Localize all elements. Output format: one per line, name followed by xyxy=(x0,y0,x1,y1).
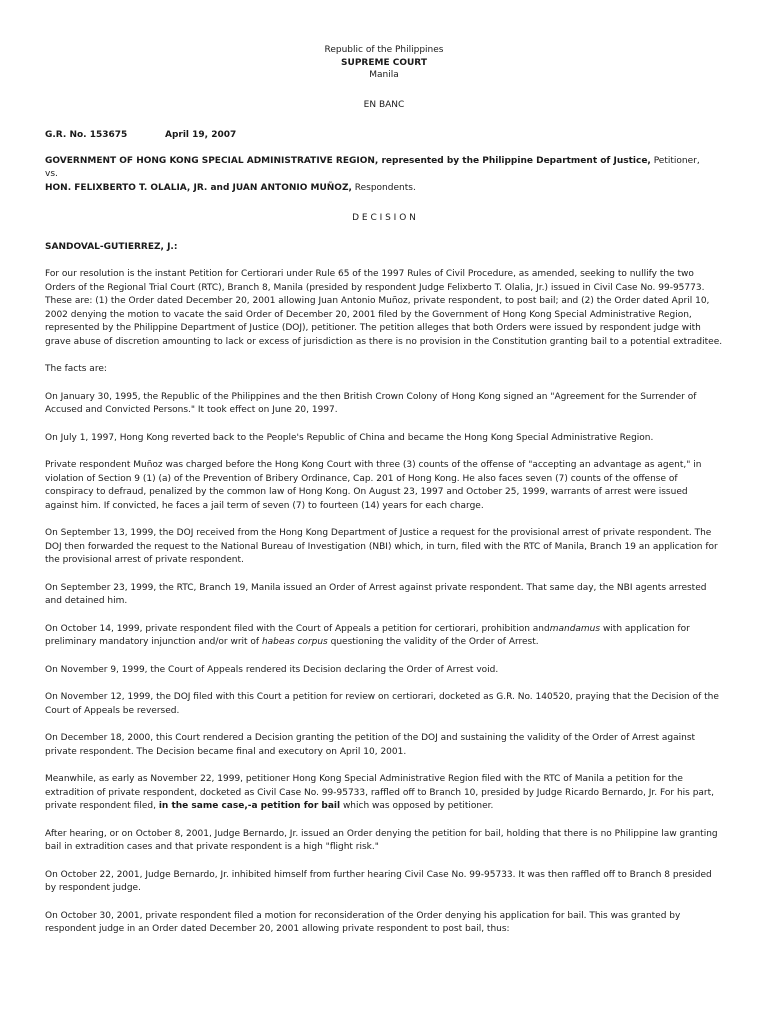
paragraph-11: On December 18, 2000, this Court rendered a Decision granting the petition of the DOJ and sustaining the validity of the Order of Arrest against private respondent. The Decision became final and executory on April 10, 2001. xyxy=(45,733,696,757)
p12-text-a: Meanwhile, as early as November 22, 1999, petitioner Hong Kong Special Administrative Region filed with the RTC of Manila a petition for the extradition of private respondent, docketed as Civil Case No. 99-95733, raffled off to Branch 10, presided by Judge Ricardo Bernardo, Jr. For his part, private respondent filed, xyxy=(45,774,715,811)
respondent-names: HON. FELIXBERTO T. OLALIA, JR. and JUAN ANTONIO MUÑOZ, xyxy=(45,182,352,193)
p8-mandamus: mandamus xyxy=(549,623,601,634)
paragraph-3: On January 30, 1995, the Republic of the Philippines and the then British Crown Colony of Hong Kong signed an "Agreement for the Surrender of Accused and Convicted Persons." It took effect on June 20, 1997. xyxy=(45,391,697,415)
parties-block xyxy=(45,155,723,196)
republic-line: Republic of the Philippines xyxy=(324,45,444,55)
p12-text-c: which was opposed by petitioner. xyxy=(340,801,494,811)
paragraph-5: Private respondent Muñoz was charged before the Hong Kong Court with three (3) counts of the offense of "accepting an advantage as agent," in violation of Section 9 (1) (a) of the Prevention of Bribery Ordinance, Cap. 201 of Hong Kong. He also faces seven (7) counts of the offense of conspiracy to defraud, penalized by the common law of Hong Kong. On August 23, 1997 and October 25, 1999, warrants of arrest were issued against him. If convicted, he faces a jail term of seven (7) to fourteen (14) years for each charge. xyxy=(45,460,702,511)
paragraph-4: On July 1, 1997, Hong Kong reverted back to the People's Republic of China and became the Hong Kong Special Administrative Region. xyxy=(45,432,654,443)
court-header xyxy=(45,44,723,82)
document-page xyxy=(45,44,723,951)
paragraph-2: The facts are: xyxy=(45,364,107,374)
petitioner-line xyxy=(45,155,723,169)
en-banc-label: EN BANC xyxy=(363,99,405,110)
paragraph-8 xyxy=(45,623,723,650)
respondent-line xyxy=(45,182,723,196)
versus-line: vs. xyxy=(45,169,58,179)
p8-text-e: questioning the validity of the Order of Arrest. xyxy=(327,637,539,647)
p8-text-c: with application for preliminary mandatory injunction and/or writ of xyxy=(45,623,690,647)
p12-emphasis: in the same case,-a petition for bail xyxy=(158,801,341,811)
paragraph-6: On September 13, 1999, the DOJ received from the Hong Kong Department of Justice a request for the provisional arrest of private respondent. The DOJ then forwarded the request to the National Bureau of Investigation (NBI) which, in turn, filed with the RTC of Manila, Branch 19 an application for the provisional arrest of private respondent. xyxy=(45,528,718,565)
p8-text-a: On October 14, 1999, private respondent filed with the Court of Appeals a petition for certiorari, prohibition and xyxy=(45,623,550,634)
respondent-role: Respondents. xyxy=(351,182,416,193)
paragraph-13: After hearing, or on October 8, 2001, Judge Bernardo, Jr. issued an Order denying the petition for bail, holding that there is no Philippine law granting bail in extradition cases and that private respondent is a high "flight risk." xyxy=(45,828,718,852)
paragraph-10: On November 12, 1999, the DOJ filed with this Court a petition for review on certiorari, docketed as G.R. No. 140520, praying that the Decision of the Court of Appeals be reversed. xyxy=(45,692,719,716)
petitioner-role: Petitioner, xyxy=(650,155,700,166)
decision-title: D E C I S I O N xyxy=(352,213,416,223)
city-line: Manila xyxy=(369,70,399,80)
court-name: SUPREME COURT xyxy=(341,57,427,68)
paragraph-14: On October 22, 2001, Judge Bernardo, Jr. inhibited himself from further hearing Civil Case No. 99-95733. It was then raffled off to Branch 8 presided by respondent judge. xyxy=(45,869,712,893)
paragraph-1: For our resolution is the instant Petition for Certiorari under Rule 65 of the 1997 Rules of Civil Procedure, as amended, seeking to nullify the two Orders of the Regional Trial Court (RTC), Branch 8, Manila (presided by respondent Judge Felixberto T. Olalia, Jr.) issued in Civil Case No. 99-95773. These are: (1) the Order dated December 20, 2001 allowing Juan Antonio Muñoz, private respondent, to post bail; and (2) the Order dated April 10, 2002 denying the motion to vacate the said Order of December 20, 2001 filed by the Government of Hong Kong Special Administrative Region, represented by the Philippine Department of Justice (DOJ), petitioner. The petition alleges that both Orders were issued by respondent judge with grave abuse of discretion amounting to lack or excess of jurisdiction as there is no provision in the Constitution granting bail to a potential extraditee. xyxy=(45,269,723,347)
p8-habeas-corpus: habeas corpus xyxy=(261,637,328,647)
paragraph-7: On September 23, 1999, the RTC, Branch 19, Manila issued an Order of Arrest against private respondent. That same day, the NBI agents arrested and detained him. xyxy=(45,582,707,606)
case-caption xyxy=(45,129,723,143)
ponente: SANDOVAL-GUTIERREZ, J.: xyxy=(45,241,178,252)
paragraph-15: On October 30, 2001, private respondent filed a motion for reconsideration of the Order denying his application for bail. This was granted by respondent judge in an Order dated December 20, 2001 allowing private respondent to post bail, thus: xyxy=(45,910,681,934)
paragraph-9: On November 9, 1999, the Court of Appeals rendered its Decision declaring the Order of Arrest void. xyxy=(45,664,499,675)
petitioner-name: GOVERNMENT OF HONG KONG SPECIAL ADMINISTRATIVE REGION, represented by the Philippine Department of Justice, xyxy=(45,155,651,166)
paragraph-12 xyxy=(45,773,723,814)
gr-number: G.R. No. 153675 xyxy=(45,130,128,140)
decision-date: April 19, 2007 xyxy=(165,130,237,140)
